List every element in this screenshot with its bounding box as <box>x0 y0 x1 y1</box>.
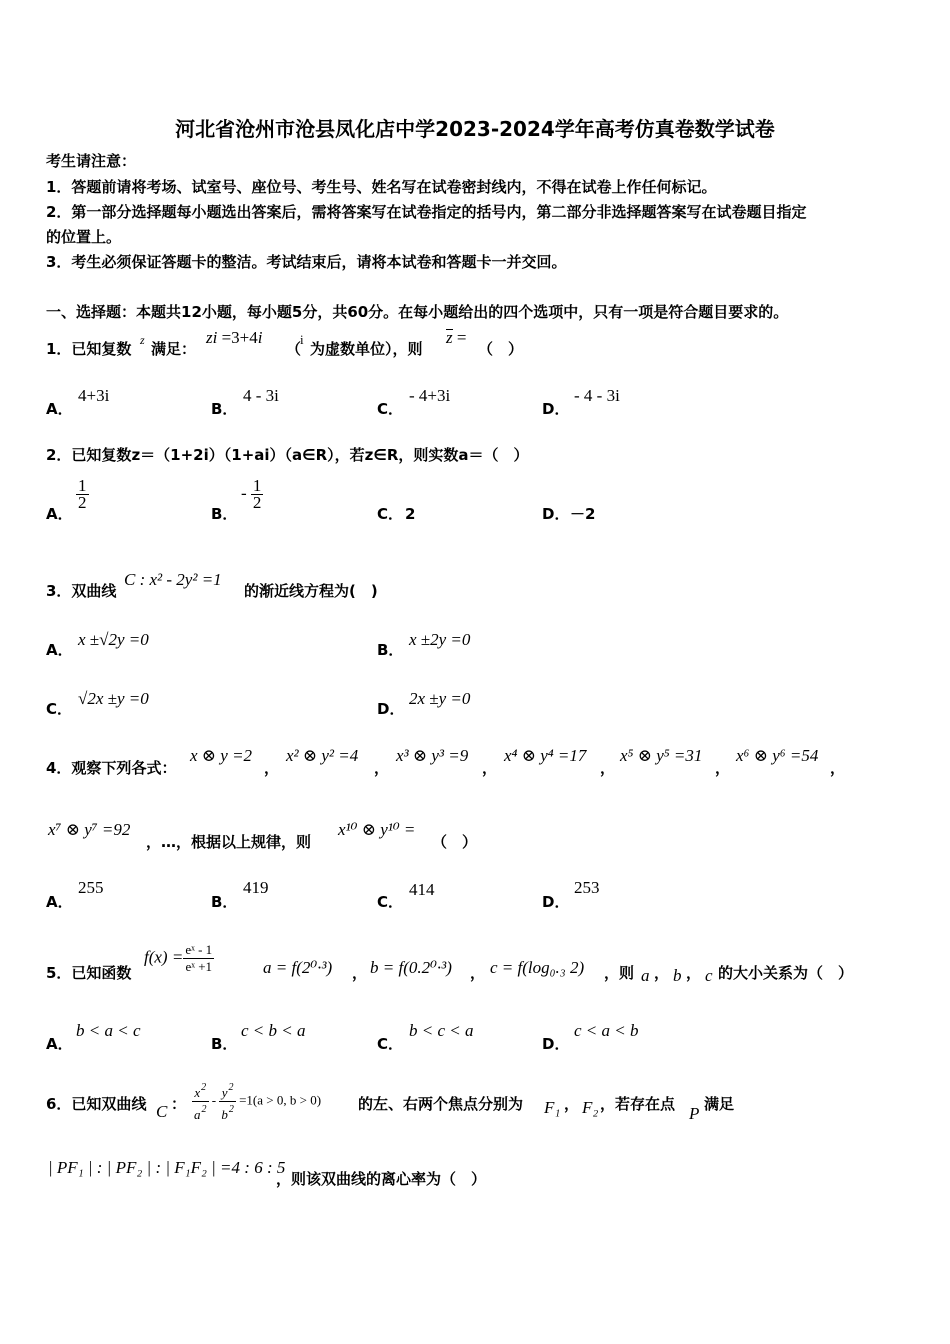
option-letter: B． <box>377 641 404 659</box>
option-letter: D． <box>542 505 570 523</box>
equation: x ⊗ y =2 <box>190 746 253 765</box>
option-letter: B． <box>211 1035 238 1053</box>
option-value: x ±2y =0 <box>409 630 471 649</box>
equation: x⁷ ⊗ y⁷ =92 <box>48 820 131 839</box>
question-4-stem: ，…，根据以上规律，则 <box>146 833 312 851</box>
option-value: －2 <box>570 505 596 523</box>
variable-z: z <box>140 333 145 347</box>
notice-item: 1．答题前请将考场、试室号、座位号、考生号、姓名写在试卷密封线内，不得在试卷上作任何标记。 <box>46 178 717 196</box>
question-3-stem: 3．双曲线 <box>46 582 117 600</box>
option-letter: A． <box>46 641 73 659</box>
separator: ， <box>600 759 616 777</box>
option-value: $\frac{1}{2}$ <box>78 476 87 512</box>
separator: ， <box>482 759 498 777</box>
notice-item: 3．考生必须保证答题卡的整洁。考试结束后，请将本试卷和答题卡一并交回。 <box>46 253 567 271</box>
ratio-equation: | PF₁ | : | PF₂ | : | F₁F₂ | =4 : 6 : 5 <box>48 1158 286 1177</box>
option-value: c < a < b <box>574 1021 639 1040</box>
option-letter: D． <box>377 700 405 718</box>
answer-blank: （ ） <box>478 340 524 358</box>
equation: x⁵ ⊗ y⁵ =31 <box>620 746 703 765</box>
option-letter: B． <box>211 505 238 523</box>
equation: a = f(2⁰·³) <box>263 958 333 977</box>
option-value: 253 <box>574 878 600 897</box>
question-2-stem: 2．已知复数z＝（1+2i）（1+ai）（a∈R），若z∈R，则实数a＝（ ） <box>46 446 529 464</box>
focus-F2: F₂ <box>582 1098 599 1117</box>
equation: x² ⊗ y² =4 <box>286 746 359 765</box>
option-letter: C． <box>377 400 404 418</box>
option-value: - 4+3i <box>409 386 451 405</box>
option-letter: A． <box>46 400 73 418</box>
notice-item: 2．第一部分选择题每小题选出答案后，需将答案写在试卷指定的括号内，第二部分非选择题答案写在试卷题目指定 <box>46 203 807 221</box>
option-letter: A． <box>46 893 73 911</box>
hyperbola-equation: $\frac{x^2}{a^2}$ - $\frac{y^2}{b^2}$ =1(a > 0, b > 0) <box>194 1082 322 1122</box>
imaginary-unit: i <box>300 332 304 347</box>
separator: ， <box>374 759 390 777</box>
option-value: 4 - 3i <box>243 386 279 405</box>
question-5-stem: 5．已知函数 <box>46 964 132 982</box>
option-value: 414 <box>409 880 435 899</box>
question-6-stem: 的左、右两个焦点分别为 <box>358 1095 524 1113</box>
option-letter: C． <box>377 893 404 911</box>
equation: c = f(log₀.₃ 2) <box>490 958 585 977</box>
separator: ， <box>715 759 731 777</box>
question-1-stem: （ <box>286 340 302 358</box>
separator: ， <box>352 964 368 982</box>
point-P: P <box>689 1104 700 1123</box>
section-heading: 一、选择题：本题共12小题，每小题5分，共60分。在每小题给出的四个选项中，只有一项是符合题目要求的。 <box>46 303 789 321</box>
option-value: 419 <box>243 878 269 897</box>
separator: ， <box>686 964 702 982</box>
option-letter: D． <box>542 893 570 911</box>
option-letter: B． <box>211 893 238 911</box>
equation: b = f(0.2⁰·³) <box>370 958 452 977</box>
equation: x⁶ ⊗ y⁶ =54 <box>736 746 819 765</box>
option-value: c < b < a <box>241 1021 306 1040</box>
option-letter: C． <box>377 1035 404 1053</box>
question-1-stem: 1．已知复数 <box>46 340 132 358</box>
variable-C: C <box>156 1102 168 1121</box>
option-value: - 4 - 3i <box>574 386 620 405</box>
option-value: 2x ±y =0 <box>409 689 471 708</box>
option-value: √2x ±y =0 <box>78 689 149 708</box>
option-letter: D． <box>542 400 570 418</box>
equation: x⁴ ⊗ y⁴ =17 <box>504 746 587 765</box>
equation: zi =3+4i <box>206 328 263 347</box>
separator: ， <box>264 759 280 777</box>
variable-a: a <box>641 966 650 985</box>
option-value: b < c < a <box>409 1021 474 1040</box>
separator: ， <box>470 964 486 982</box>
question-5-stem: ，则 <box>604 964 635 982</box>
option-value: 255 <box>78 878 104 897</box>
notice-item: 的位置上。 <box>46 228 122 246</box>
question-5-stem: 的大小关系为（ ） <box>718 964 854 982</box>
option-letter: C． <box>377 505 404 523</box>
option-value: - $\frac{1}{2}$ <box>241 476 262 512</box>
option-letter: B． <box>211 400 238 418</box>
separator: ， <box>830 759 846 777</box>
option-letter: A． <box>46 505 73 523</box>
equation: C : x² - 2y² =1 <box>124 570 222 589</box>
question-6-stem: 满足 <box>704 1095 735 1113</box>
question-6-stem: 6．已知双曲线 <box>46 1095 147 1113</box>
option-value: 4+3i <box>78 386 110 405</box>
option-value: b < a < c <box>76 1021 141 1040</box>
question-1-stem: 为虚数单位），则 <box>310 340 423 358</box>
question-3-stem: 的渐近线方程为( ) <box>244 582 378 600</box>
option-letter: C． <box>46 700 73 718</box>
equation: x¹⁰ ⊗ y¹⁰ = <box>338 820 416 839</box>
question-4-stem: 4．观察下列各式： <box>46 759 177 777</box>
equation: x³ ⊗ y³ =9 <box>396 746 469 765</box>
option-letter: A． <box>46 1035 73 1053</box>
option-letter: D． <box>542 1035 570 1053</box>
focus-F1: F₁ <box>544 1098 561 1117</box>
question-1-stem: 满足： <box>151 340 197 358</box>
variable-c: c <box>705 966 713 985</box>
question-6-stem: ，则该双曲线的离心率为（ ） <box>276 1170 487 1188</box>
variable-b: b <box>673 966 682 985</box>
option-value: 2 <box>405 505 416 523</box>
conjugate-z: z = <box>446 328 467 347</box>
separator: ， <box>654 964 670 982</box>
separator: ， <box>564 1095 580 1113</box>
page-title: 河北省沧州市沧县凤化店中学2023-2024学年高考仿真卷数学试卷 <box>175 117 775 141</box>
question-6-stem: ： <box>171 1095 187 1113</box>
answer-blank: （ ） <box>432 833 478 851</box>
function-definition: f(x) = $\frac{\text{eˣ - 1}}{\text{eˣ +1}}$ <box>144 942 213 974</box>
question-6-stem: ，若存在点 <box>600 1095 676 1113</box>
option-value: x ±√2y =0 <box>78 630 149 649</box>
notice-heading: 考生请注意： <box>46 152 137 170</box>
